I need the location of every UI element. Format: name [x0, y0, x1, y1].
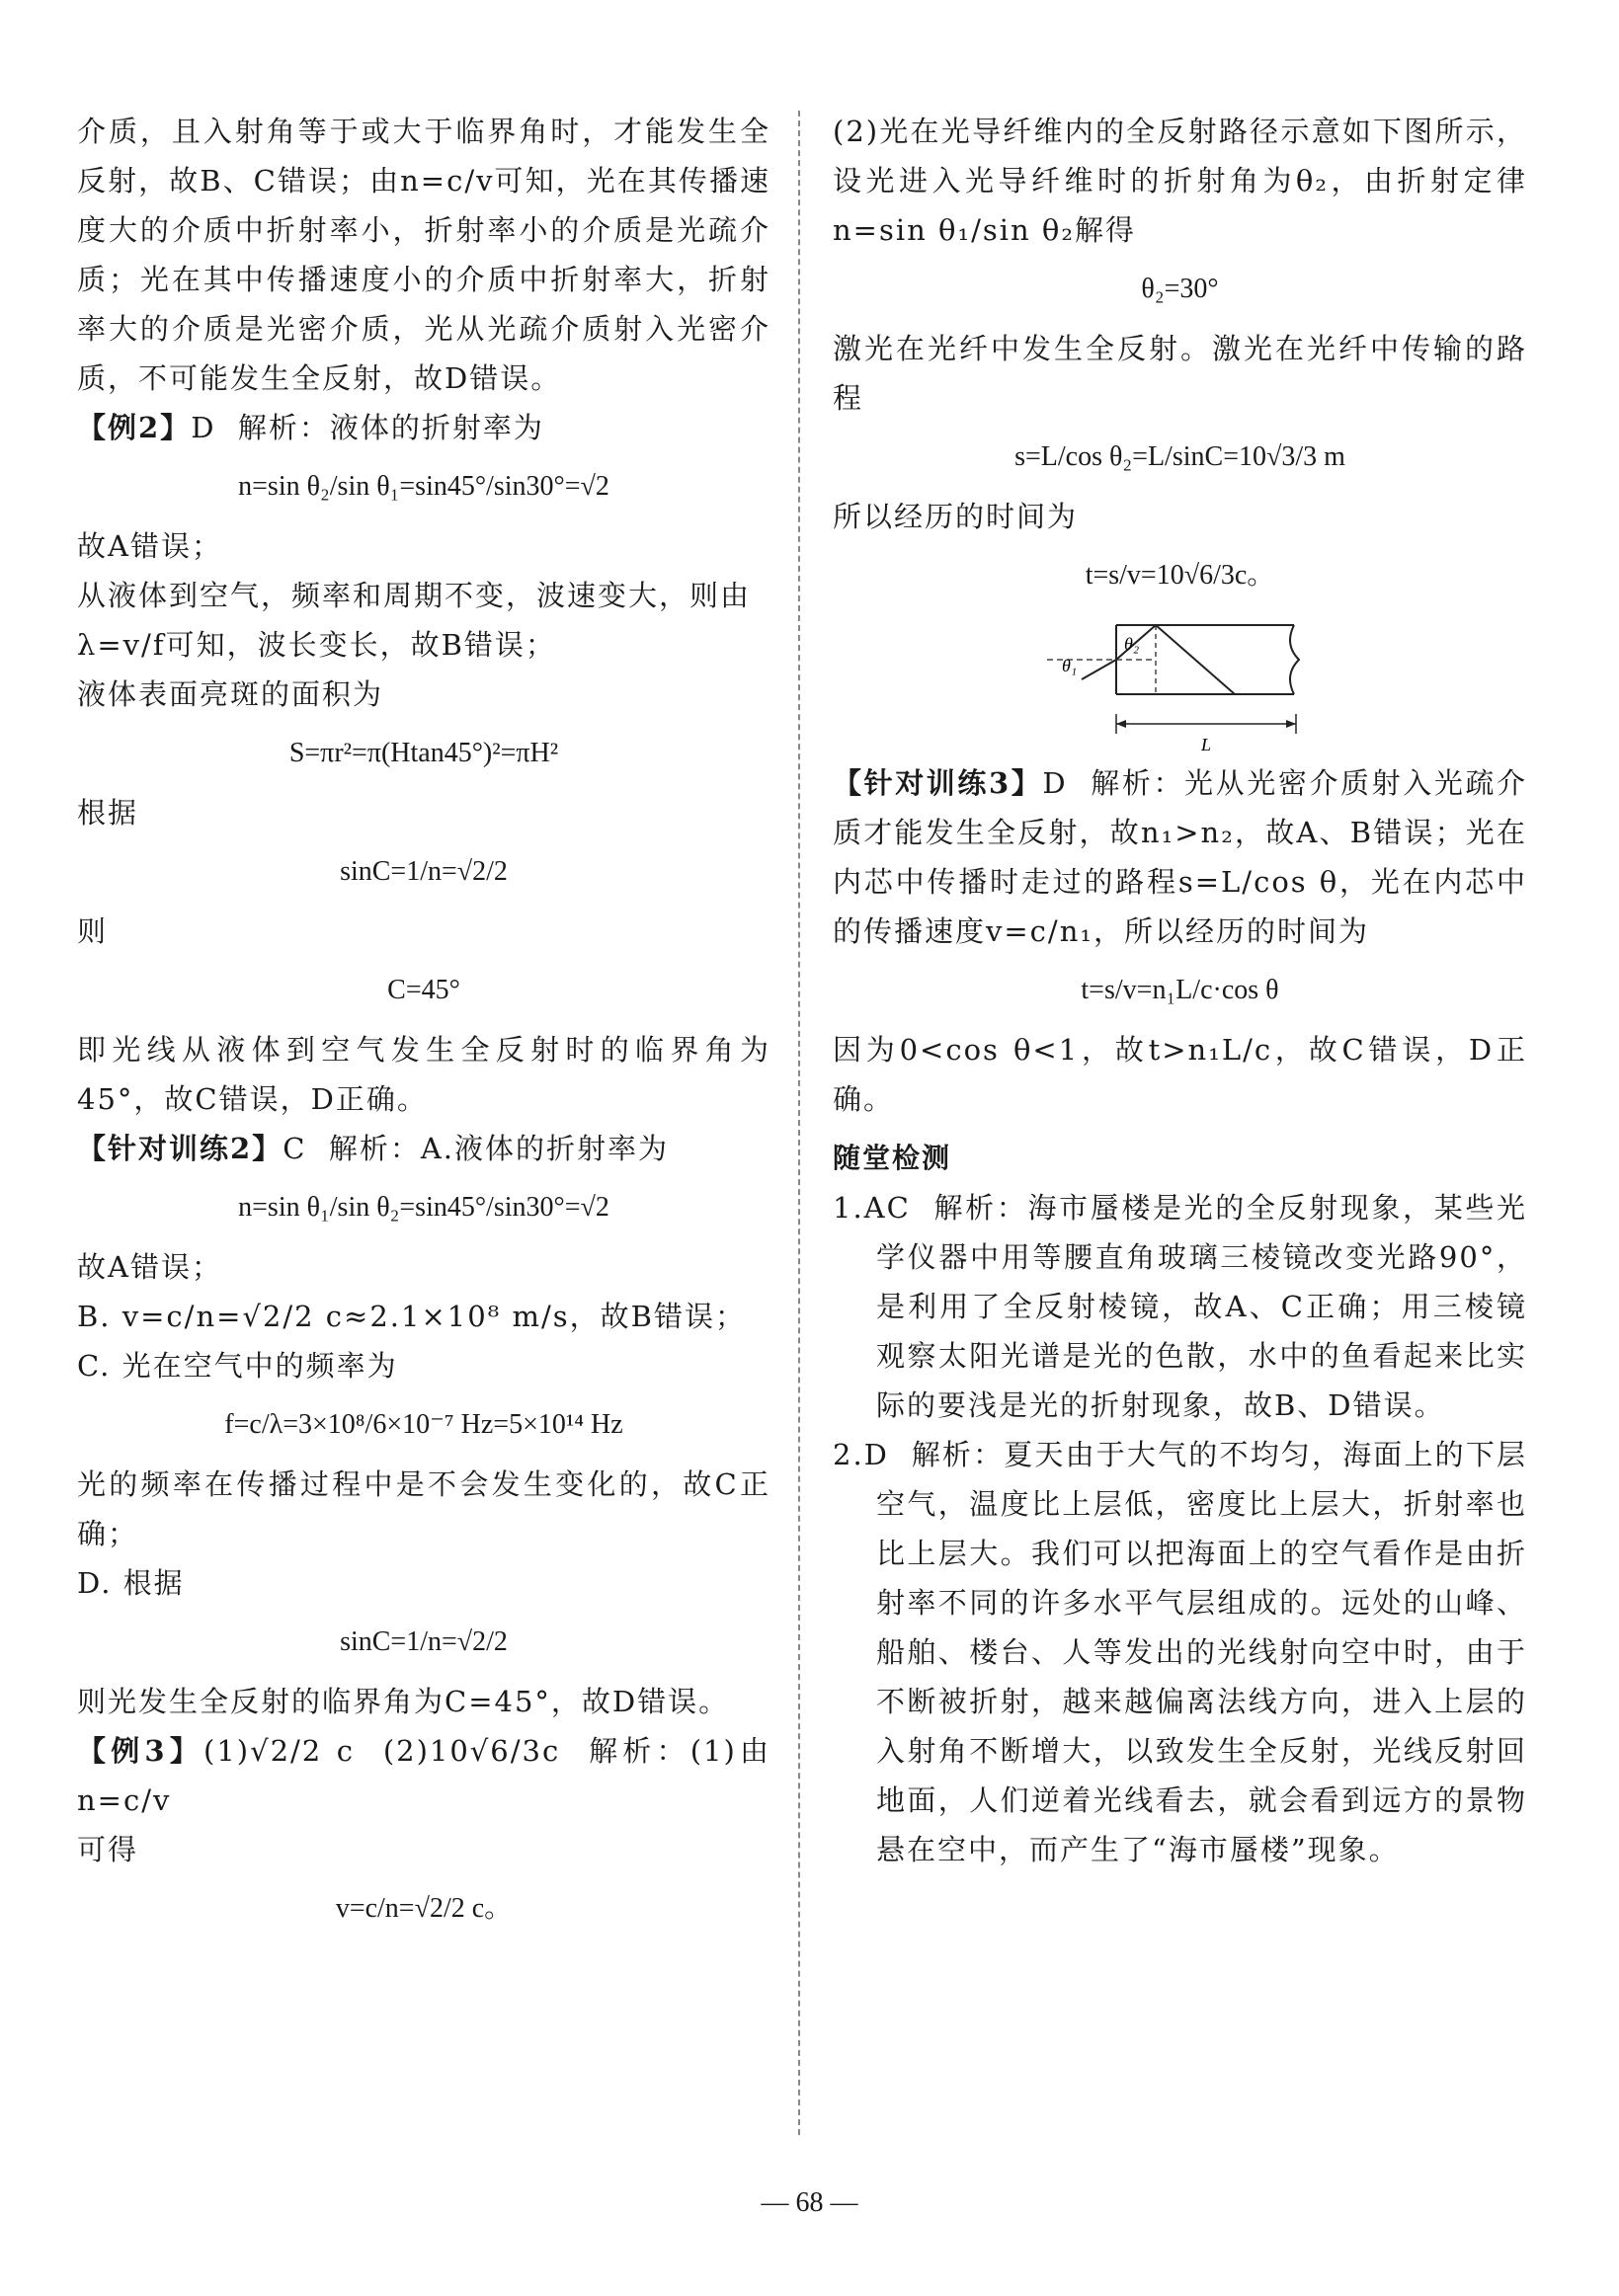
training-3-label: 【针对训练3】 — [833, 766, 1043, 800]
example-2-text-e: 根据 — [77, 796, 139, 830]
training-2-text-d: 光的频率在传播过程中是不会发生变化的，故C正确； — [77, 1467, 770, 1550]
section-heading: 随堂检测 — [833, 1142, 952, 1174]
example-2-intro: 解析：液体的折射率为 — [237, 411, 544, 444]
theta-1-label: θ₁ — [1061, 656, 1077, 675]
training-2-text-f: 则光发生全反射的临界角为C=45°，故D错误。 — [77, 1685, 730, 1718]
left-column — [77, 107, 770, 1943]
example-3-text-a: 可得 — [77, 1833, 139, 1866]
example-2-header — [77, 403, 770, 452]
question-2-text: 解析：夏天由于大气的不均匀，海面上的下层空气，温度比上层低，密度比上层大，折射率也比上层大。我们可以把海面上的空气看作是由折射率不同的许多水平气层组成的。远处的山峰、船舶、楼台、人等发出的光线射向空中时，由于不断被折射，越来越偏离法线方向，进入上层的入射角不断增大，以致发生全反射，光线反射回地面，人们逆着光线看去，就会看到远方的景物悬在空中，而产生了“海市蜃楼”现象。 — [876, 1438, 1527, 1866]
example-3-intro: 解析：(1)由n=c/v — [77, 1734, 770, 1817]
right-paragraph-1: (2)光在光导纤维内的全反射路径示意如下图所示，设光进入光导纤维时的折射角为θ₂，由折射定律n=sin θ₁/sin θ₂解得 — [833, 115, 1527, 247]
right-paragraph-2: 激光在光纤中发生全反射。激光在光纤中传输的路程 — [833, 332, 1527, 415]
training-2-text-e: D. 根据 — [77, 1566, 185, 1600]
example-3-eq-1: v=c/n=√2/2 c。 — [335, 1893, 513, 1924]
training-2-eq-1: n=sin θ₁/sin θ₂=sin45°/sin30°=√2 — [238, 1192, 609, 1223]
length-arrow-left — [1116, 720, 1126, 728]
example-2-text-g: 即光线从液体到空气发生全反射时的临界角为45°，故C错误，D正确。 — [77, 1033, 770, 1116]
example-2-text-d: 液体表面亮斑的面积为 — [77, 677, 384, 711]
left-paragraph-1: 介质，且入射角等于或大于临界角时，才能发生全反射，故B、C错误；由n=c/v可知，光在其传播速度大的介质中折射率小，折射率小的介质是光疏介质；光在其中传播速度小的介质中折射率大，折射率大的介质是光密介质，光从光疏介质射入光密介质，不可能发生全反射，故D错误。 — [77, 115, 770, 395]
example-2-eq-2: S=πr²=π(Htan45°)²=πH² — [288, 738, 559, 768]
page-number: — 68 — — [761, 2187, 858, 2218]
question-2 — [833, 1430, 1527, 1874]
training-2-label: 【针对训练2】 — [77, 1132, 283, 1165]
training-2-answer: C — [283, 1132, 307, 1165]
training-2-intro: 解析：A.液体的折射率为 — [328, 1132, 669, 1165]
training-2-header — [77, 1124, 770, 1173]
training-2-eq-3: sinC=1/n=√2/2 — [340, 1626, 508, 1657]
training-3-text-a: 解析：光从光密介质射入光疏介质才能发生全反射，故n₁>n₂，故A、B错误；光在内芯中传播时走过的路程s=L/cos θ，光在内芯中的传播速度v=c/n₁，所以经历的时间为 — [833, 766, 1528, 948]
theta-2-label: θ₂ — [1123, 634, 1139, 654]
example-2-text-f: 则 — [77, 914, 109, 948]
training-3-answer: D — [1042, 766, 1068, 800]
example-2-text-a: 故A错误； — [77, 529, 222, 563]
right-paragraph-3: 所以经历的时间为 — [833, 500, 1079, 533]
length-label: L — [1200, 735, 1211, 754]
right-column — [833, 107, 1527, 1874]
right-eq-2: s=L/cos θ₂=L/sinC=10√3/3 m — [1014, 441, 1345, 472]
training-2-text-a: 故A错误； — [77, 1250, 222, 1284]
training-2-text-b: B. v=c/n=√2/2 c≈2.1×10⁸ m/s，故B错误； — [77, 1300, 746, 1333]
example-2-eq-1: n=sin θ₂/sin θ₁=sin45°/sin30°=√2 — [238, 471, 609, 502]
length-arrow-right — [1286, 720, 1296, 728]
right-eq-1: θ₂=30° — [1141, 274, 1219, 304]
example-3-label: 【例3】 — [77, 1734, 204, 1768]
reflected-ray — [1156, 625, 1235, 694]
fiber-diagram — [1037, 610, 1324, 758]
fiber-break-mark — [1290, 625, 1299, 694]
training-2-eq-2: f=c/λ=3×10⁸/6×10⁻⁷ Hz=5×10¹⁴ Hz — [224, 1409, 623, 1440]
question-1 — [833, 1183, 1527, 1430]
example-2-eq-3: sinC=1/n=√2/2 — [340, 856, 508, 887]
example-2-text-b: 从液体到空气，频率和周期不变，波速变大，则由 — [77, 579, 752, 612]
incident-ray — [1082, 660, 1116, 679]
example-3-answer-2: (2)10√6/3c — [382, 1734, 561, 1768]
example-2-answer: D — [191, 411, 216, 444]
training-3-eq: t=s/v=n₁L/c·cos θ — [1081, 975, 1279, 1005]
example-2-label: 【例2】 — [77, 411, 192, 444]
example-2-eq-4: C=45° — [387, 975, 460, 1005]
question-1-answer: AC — [863, 1191, 911, 1225]
example-3-answer-1: (1)√2/2 c — [203, 1734, 355, 1768]
question-2-answer: D — [863, 1438, 889, 1471]
example-3-header — [77, 1726, 770, 1825]
question-1-text: 解析：海市蜃楼是光的全反射现象，某些光学仪器中用等腰直角玻璃三棱镜改变光路90°，是利用了全反射棱镜，故A、C正确；用三棱镜观察太阳光谱是光的色散，水中的鱼看起来比实际的要浅是光的折射现象，故B、D错误。 — [876, 1191, 1527, 1422]
training-3-header — [833, 758, 1527, 956]
training-3-text-b: 因为0<cos θ<1，故t>n₁L/c，故C错误，D正确。 — [833, 1033, 1527, 1116]
right-eq-3: t=s/v=10√6/3c。 — [1085, 560, 1275, 591]
example-2-text-c: λ=v/f可知，波长变长，故B错误； — [77, 628, 556, 662]
question-2-number: 2. — [833, 1438, 864, 1471]
column-divider — [798, 111, 800, 2135]
question-1-number: 1. — [833, 1191, 864, 1225]
training-2-text-c: C. 光在空气中的频率为 — [77, 1349, 398, 1383]
